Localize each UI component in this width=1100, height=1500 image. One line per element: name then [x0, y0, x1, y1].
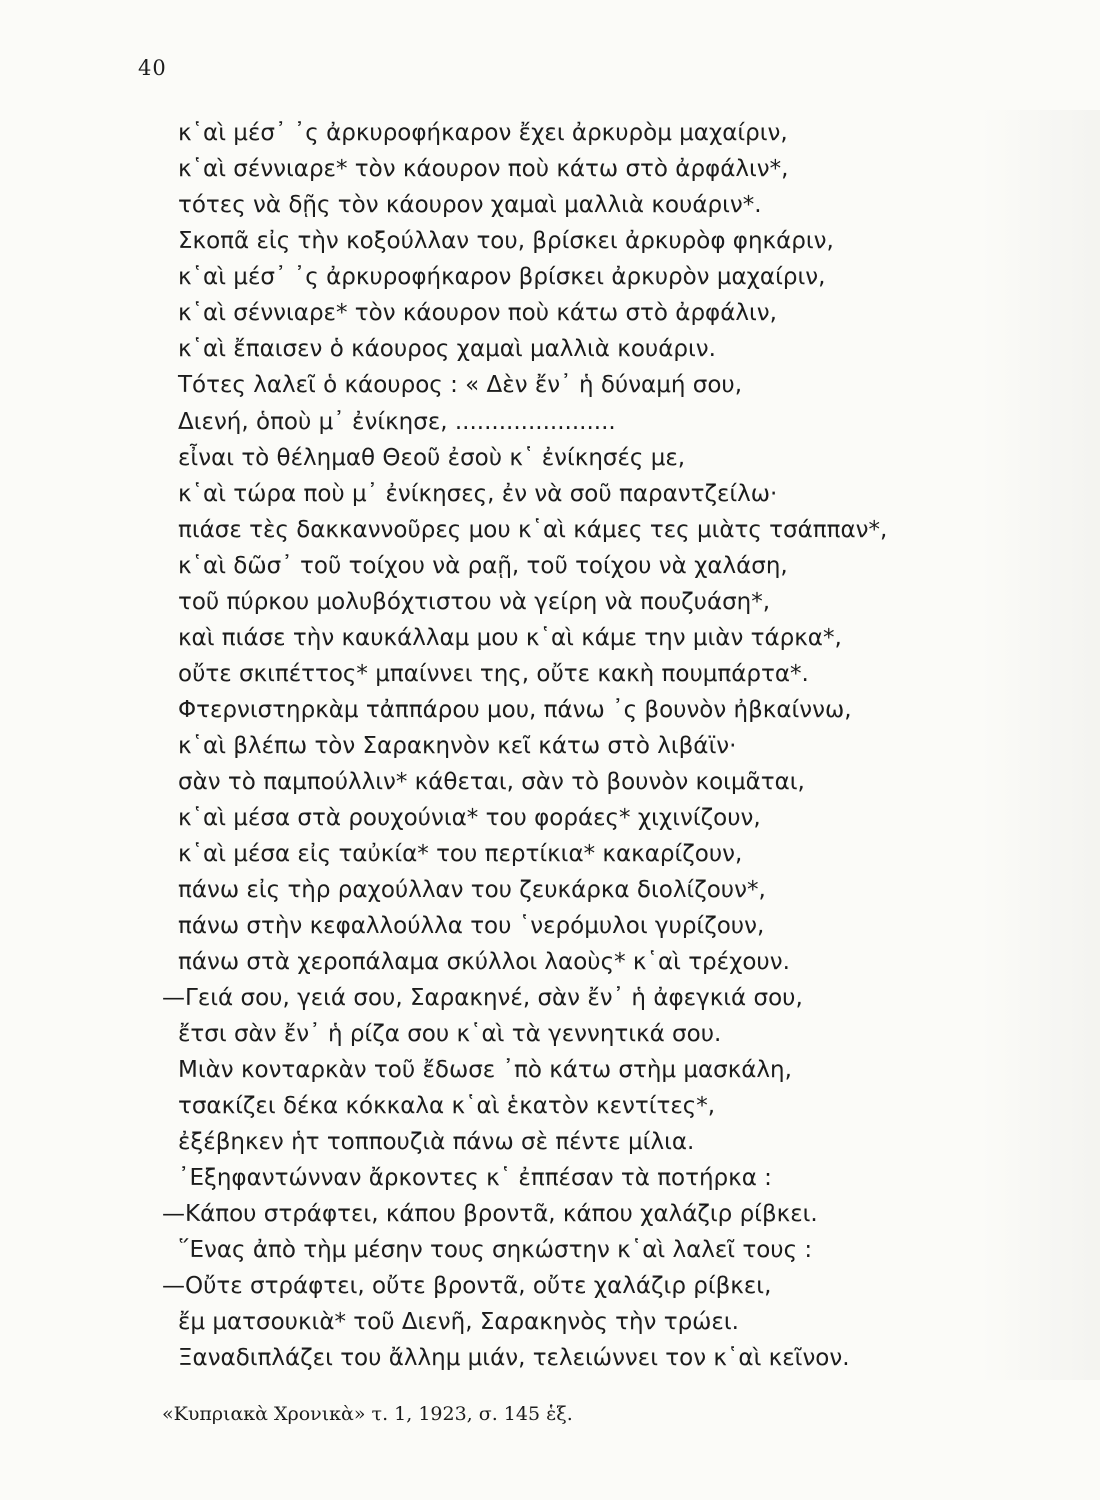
poem-line: Μιὰν κονταρκὰν τοῦ ἔδωσε ᾽πὸ κάτω στὴμ μασκάλη,	[178, 1057, 792, 1083]
poem-line: πάνω στὴν κεφαλλούλλα του ῾νερόμυλοι γυρίζουν,	[178, 913, 765, 939]
poem-line: ἔτσι σὰν ἔν᾽ ἡ ρίζα σου κ῾αὶ τὰ γεννητικά σου.	[178, 1021, 722, 1047]
poem-line: εἶναι τὸ θέλημαθ Θεοῦ ἐσοὺ κ῾ ἐνίκησές με,	[178, 445, 686, 471]
poem-line: ᾽Εξηφαντώνναν ἄρκοντες κ῾ ἐππέσαν τὰ ποτήρκα :	[178, 1165, 772, 1191]
source-citation: «Κυπριακὰ Χρονικὰ» τ. 1, 1923, σ. 145 ἑξ.	[162, 1403, 573, 1425]
poem-line: κ῾αὶ ἔπαισεν ὁ κάουρος χαμαὶ μαλλιὰ κουάριν.	[178, 336, 716, 362]
poem-line: κ῾αὶ σέννιαρε* τὸν κάουρον ποὺ κάτω στὸ ἀρφάλιν*,	[178, 156, 789, 182]
poem-line: τότες νὰ δῇς τὸν κάουρον χαμαὶ μαλλιὰ κουάριν*.	[178, 192, 762, 218]
poem-line: κ῾αὶ μέσα στὰ ρουχούνια* του φοράες* χιχινίζουν,	[178, 805, 761, 831]
poem-line: κ῾αὶ δῶσ᾽ τοῦ τοίχου νὰ ραῇ, τοῦ τοίχου νὰ χαλάση,	[178, 553, 788, 579]
poem-line: —Γειά σου, γειά σου, Σαρακηνέ, σὰν ἔν᾽ ἡ ἀφεγκιά σου,	[162, 985, 803, 1011]
poem-line: ἔμ ματσουκιὰ* τοῦ Διενῆ, Σαρακηνὸς τὴν τρώει.	[178, 1309, 739, 1335]
poem-line: κ῾αὶ τώρα ποὺ μ᾽ ἐνίκησες, ἐν νὰ σοῦ παραντζείλω·	[178, 481, 778, 507]
poem-line: κ῾αὶ βλέπω τὸν Σαρακηνὸν κεῖ κάτω στὸ λιβάϊν·	[178, 733, 737, 759]
poem-line: πιάσε τὲς δακκαννοῦρες μου κ῾αὶ κάμες τες μιὰτς τσάππαν*,	[178, 517, 888, 543]
poem-line: Τότες λαλεῖ ὁ κάουρος : « Δὲν ἔν᾽ ἡ δύναμή σου,	[178, 372, 743, 398]
poem-line: ῞Ενας ἀπὸ τὴμ μέσην τους σηκώστην κ῾αὶ λαλεῖ τους :	[178, 1237, 813, 1263]
poem-line: —Κάπου στράφτει, κάπου βροντᾶ, κάπου χαλάζιρ ρίβκει.	[162, 1201, 818, 1227]
poem-line: —Οὔτε στράφτει, οὔτε βροντᾶ, οὔτε χαλάζιρ ρίβκει,	[162, 1273, 772, 1299]
poem-line: σὰν τὸ παμπούλλιν* κάθεται, σὰν τὸ βουνὸν κοιμᾶται,	[178, 769, 805, 795]
poem-line: Διενή, ὁποὺ μ᾽ ἐνίκησε, ......................	[178, 409, 616, 435]
poem-line: Φτερνιστηρκὰμ τἀππάρου μου, πάνω ᾽ς βουνὸν ἠβκαίννω,	[178, 697, 852, 723]
page-number: 40	[138, 56, 167, 80]
poem-line: κ῾αὶ μέσ᾽ ᾽ς ἀρκυροφήκαρον βρίσκει ἀρκυρὸν μαχαίριν,	[178, 264, 826, 290]
poem-line: Ξαναδιπλάζει του ἄλλημ μιάν, τελειώννει τον κ῾αὶ κεῖνον.	[178, 1345, 850, 1371]
poem-line: τσακίζει δέκα κόκκαλα κ῾αὶ ἑκατὸν κεντίτες*,	[178, 1093, 716, 1119]
poem-line: κ῾αὶ μέσα εἰς ταὐκία* του περτίκια* κακαρίζουν,	[178, 841, 743, 867]
poem-line: οὔτε σκιπέττος* μπαίννει της, οὔτε κακὴ πουμπάρτα*.	[178, 661, 809, 687]
poem-line: Σκοπᾶ εἰς τὴν κοξούλλαν του, βρίσκει ἀρκυρὸφ φηκάριν,	[178, 228, 834, 254]
poem-line: κ῾αὶ μέσ᾽ ᾽ς ἀρκυροφήκαρον ἔχει ἀρκυρὸμ μαχαίριν,	[178, 120, 788, 146]
poem-line: ἐξέβηκεν ἡτ τοππουζιὰ πάνω σὲ πέντε μίλια.	[178, 1129, 695, 1155]
poem-line: πάνω εἰς τὴρ ραχούλλαν του ζευκάρκα διολίζουν*,	[178, 877, 766, 903]
poem-line: πάνω στὰ χεροπάλαμα σκύλλοι λαοὺς* κ῾αὶ τρέχουν.	[178, 949, 790, 975]
poem-line: τοῦ πύρκου μολυβόχτιστου νὰ γείρη νὰ πουζυάση*,	[178, 589, 771, 615]
poem-line: καὶ πιάσε τὴν καυκάλλαμ μου κ῾αὶ κάμε την μιὰν τάρκα*,	[178, 625, 842, 651]
poem-line: κ῾αὶ σέννιαρε* τὸν κάουρον ποὺ κάτω στὸ ἀρφάλιν,	[178, 300, 777, 326]
